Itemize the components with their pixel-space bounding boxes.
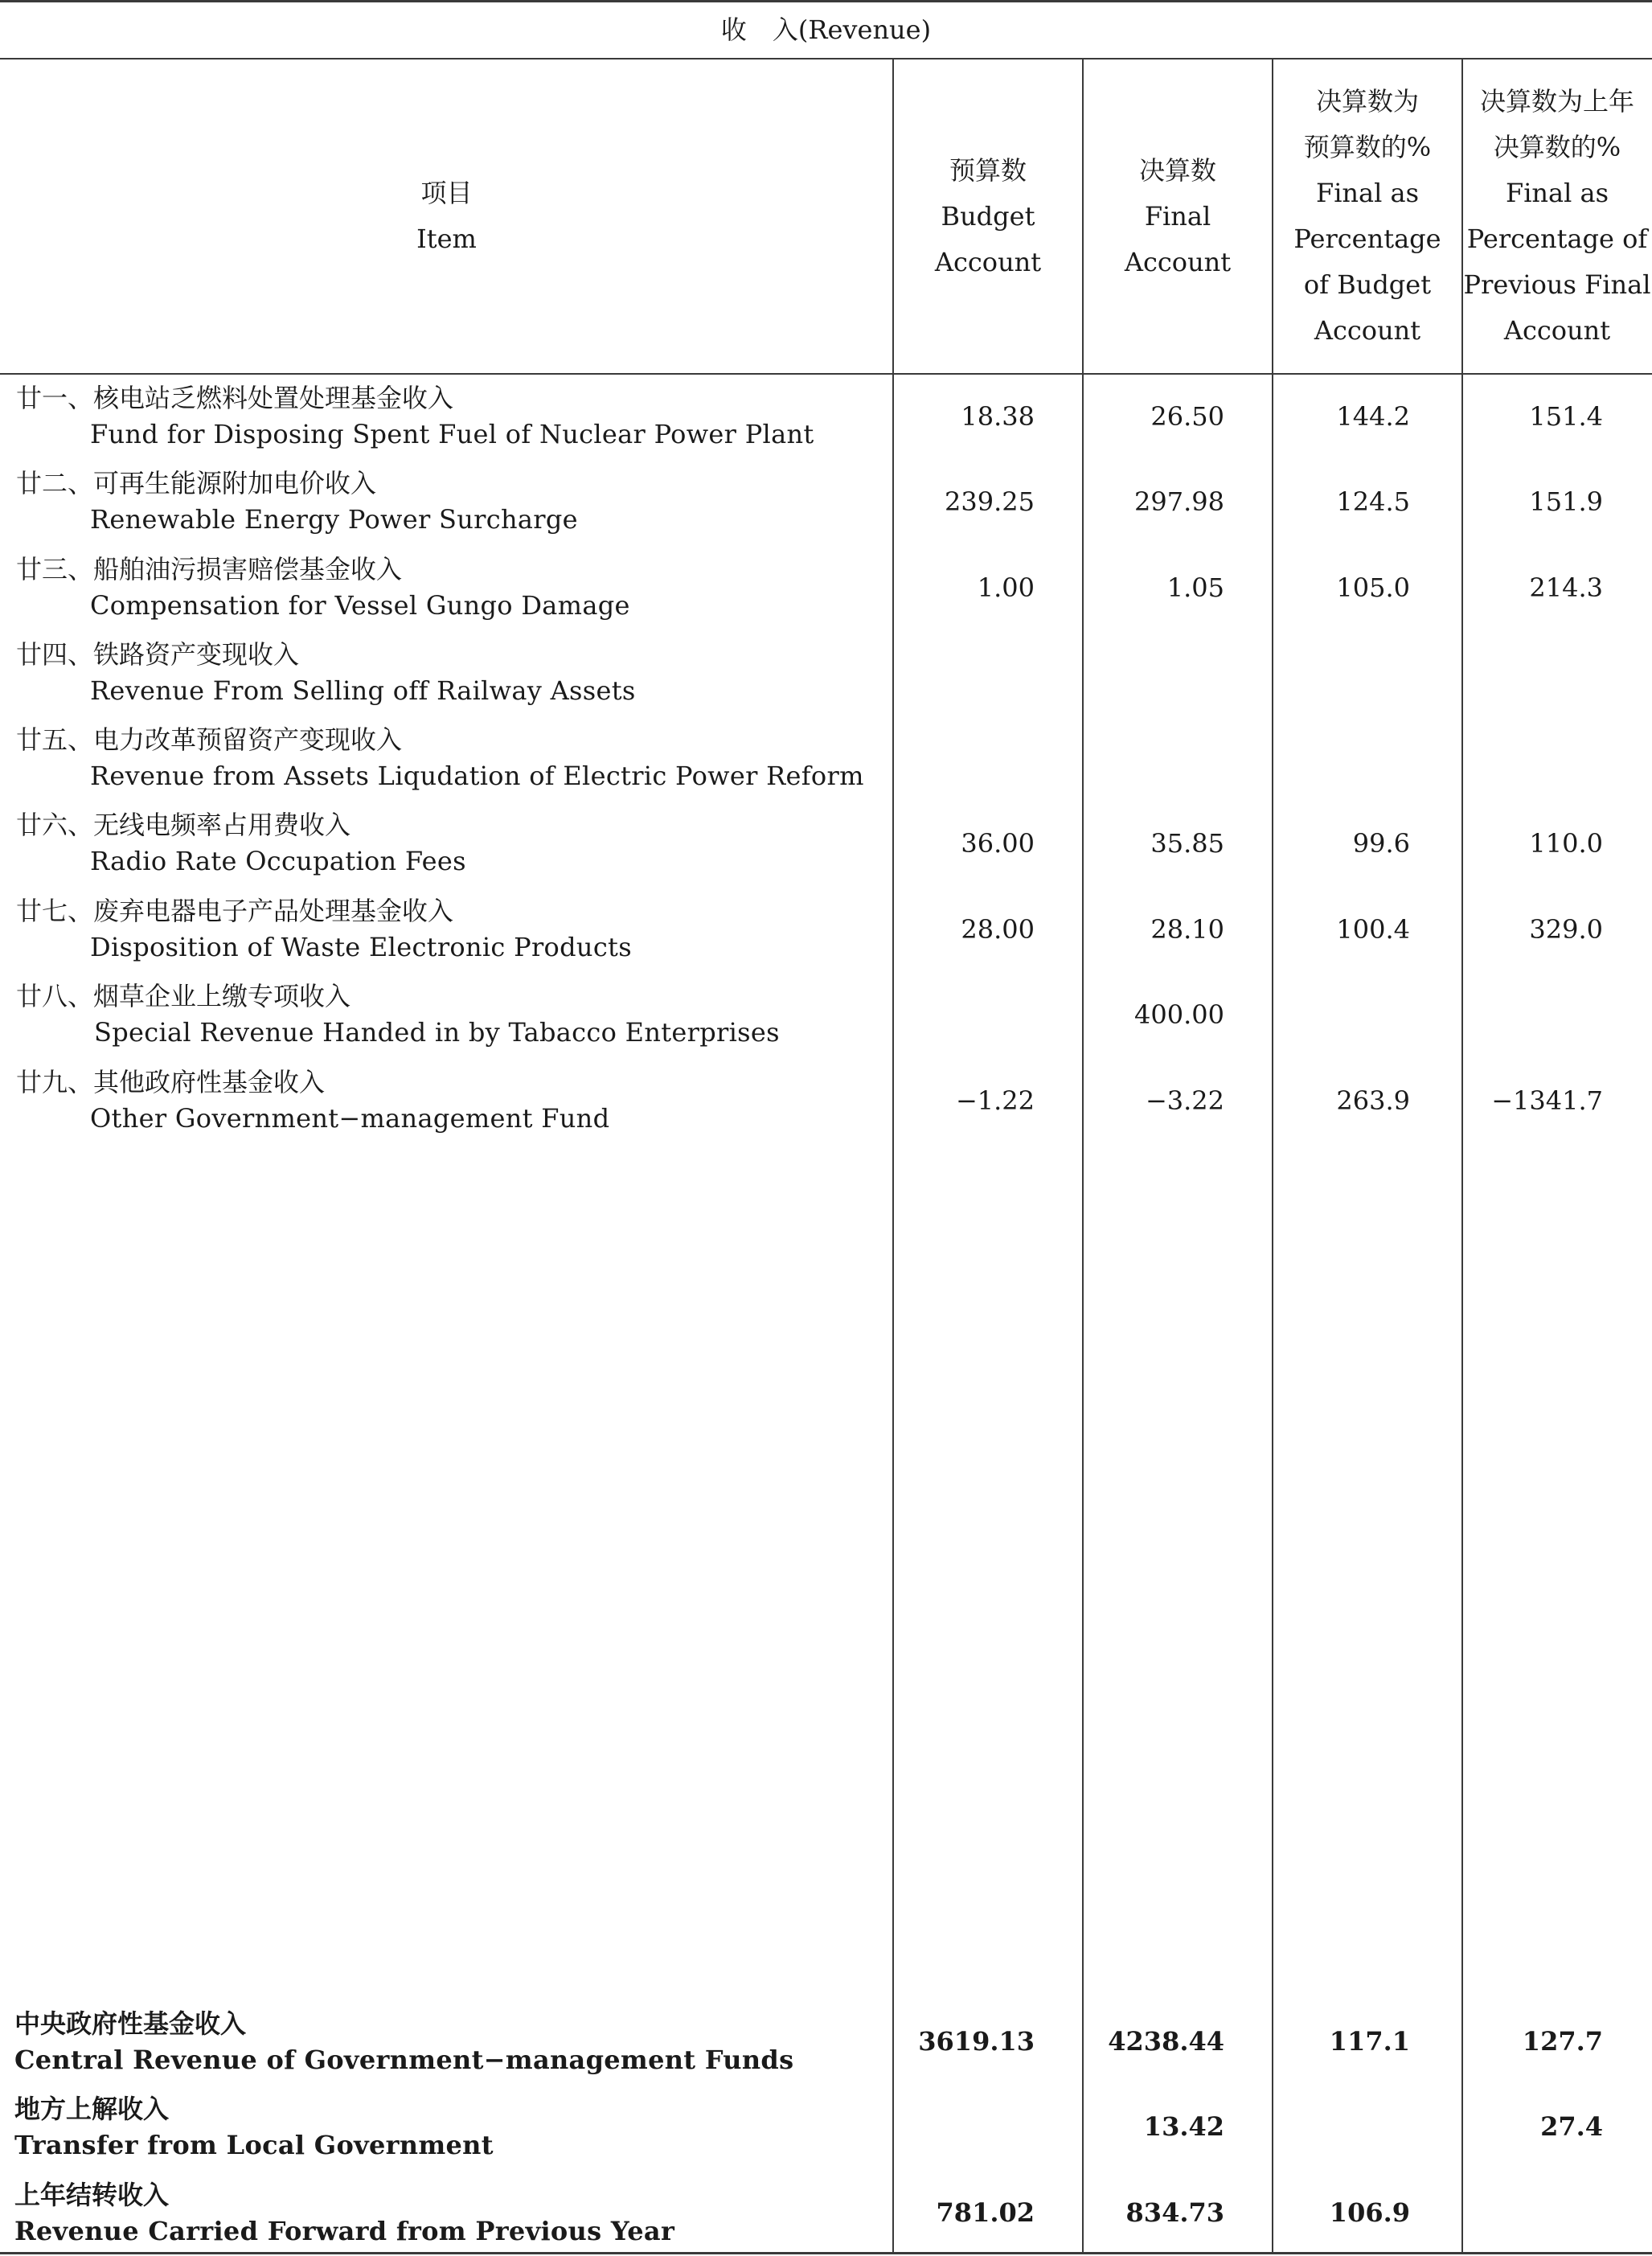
- col-divider-1: [892, 59, 894, 2254]
- section-title: 收 入(Revenue): [720, 14, 932, 45]
- row-final: 1.05: [1166, 572, 1224, 603]
- col-divider-2: [1082, 59, 1084, 2254]
- row-pct-budget: 99.6: [1352, 828, 1410, 859]
- total-label-zh: 地方上解收入: [14, 2094, 170, 2124]
- row-label-en: Compensation for Vessel Gungo Damage: [90, 590, 630, 621]
- row-label-zh: 廿七、废弃电器电子产品处理基金收入: [16, 896, 454, 926]
- total-final: 834.73: [1125, 2197, 1224, 2228]
- row-pct-prev: 151.9: [1529, 486, 1603, 517]
- header-budget-zh: 预算数: [949, 155, 1027, 186]
- row-pct-prev: 214.3: [1529, 572, 1603, 603]
- row-label-zh: 廿五、电力改革预留资产变现收入: [16, 724, 403, 755]
- row-label-zh: 廿六、无线电频率占用费收入: [16, 810, 351, 840]
- total-budget: 3619.13: [918, 2026, 1035, 2057]
- row-pct-budget: 100.4: [1336, 914, 1410, 945]
- row-final: −3.22: [1145, 1085, 1224, 1116]
- row-label-zh: 廿九、其他政府性基金收入: [16, 1067, 326, 1097]
- total-label-zh: 上年结转收入: [14, 2180, 170, 2210]
- row-label-en: Renewable Energy Power Surcharge: [90, 504, 578, 535]
- header-budget-en-1: Budget: [941, 201, 1035, 232]
- total-label-en: Transfer from Local Government: [14, 2130, 494, 2160]
- col-divider-4: [1461, 59, 1463, 2254]
- header-pct-prev-5: Previous Final: [1463, 269, 1651, 300]
- row-final: 400.00: [1134, 999, 1224, 1030]
- total-label-en: Central Revenue of Government−management Funds: [14, 2045, 794, 2075]
- header-pct-budget-1: 决算数为: [1315, 86, 1419, 117]
- row-final: 297.98: [1134, 486, 1224, 517]
- row-label-en: Radio Rate Occupation Fees: [90, 846, 466, 876]
- total-pct-prev: 127.7: [1522, 2026, 1603, 2057]
- header-pct-prev-3: Final as: [1505, 178, 1609, 208]
- total-label-en: Revenue Carried Forward from Previous Year: [14, 2216, 675, 2246]
- row-label-zh: 廿四、铁路资产变现收入: [16, 639, 300, 670]
- header-final-en-2: Account: [1124, 247, 1232, 277]
- header-pct-prev-2: 决算数的%: [1493, 132, 1621, 162]
- row-budget: 239.25: [945, 486, 1035, 517]
- total-budget: 781.02: [936, 2197, 1035, 2228]
- header-final-zh: 决算数: [1138, 155, 1216, 186]
- header-pct-prev-6: Account: [1503, 315, 1611, 346]
- row-pct-budget: 144.2: [1336, 401, 1410, 432]
- header-pct-budget-2: 预算数的%: [1303, 132, 1432, 162]
- row-budget: −1.22: [955, 1085, 1035, 1116]
- row-pct-prev: 151.4: [1529, 401, 1603, 432]
- col-divider-3: [1272, 59, 1273, 2254]
- rule-top: [0, 0, 1652, 2]
- row-budget: 36.00: [961, 828, 1035, 859]
- header-item-en: Item: [416, 224, 477, 254]
- row-budget: 28.00: [961, 914, 1035, 945]
- header-final-en-1: Final: [1144, 201, 1211, 232]
- total-pct-prev: 27.4: [1540, 2111, 1603, 2142]
- row-label-zh: 廿二、可再生能源附加电价收入: [16, 468, 377, 498]
- total-label-zh: 中央政府性基金收入: [14, 2008, 247, 2039]
- row-label-en: Revenue From Selling off Railway Assets: [90, 675, 636, 706]
- rule-title: [0, 58, 1652, 59]
- row-label-zh: 廿一、核电站乏燃料处置处理基金收入: [16, 383, 454, 413]
- header-budget-en-2: Account: [934, 247, 1042, 277]
- header-pct-budget-5: of Budget: [1303, 269, 1432, 300]
- row-pct-budget: 105.0: [1336, 572, 1410, 603]
- header-pct-budget-6: Account: [1314, 315, 1421, 346]
- header-pct-budget-3: Final as: [1315, 178, 1420, 208]
- row-pct-prev: 329.0: [1529, 914, 1603, 945]
- total-final: 4238.44: [1108, 2026, 1224, 2057]
- total-pct-budget: 106.9: [1329, 2197, 1410, 2228]
- header-item-zh: 项目: [420, 178, 473, 208]
- row-label-en: Disposition of Waste Electronic Products: [90, 932, 632, 962]
- row-label-en: Revenue from Assets Liqudation of Electric Power Reform: [90, 761, 864, 791]
- rule-bottom: [0, 2252, 1652, 2254]
- row-final: 26.50: [1150, 401, 1224, 432]
- header-pct-prev-4: Percentage of: [1466, 224, 1648, 254]
- rule-header: [0, 373, 1652, 375]
- row-label-en: Fund for Disposing Spent Fuel of Nuclear Power Plant: [90, 419, 814, 449]
- row-label-zh: 廿八、烟草企业上缴专项收入: [16, 981, 351, 1011]
- row-pct-budget: 263.9: [1336, 1085, 1410, 1116]
- row-label-en: Other Government−management Fund: [90, 1103, 610, 1134]
- row-pct-prev: 110.0: [1529, 828, 1603, 859]
- row-label-zh: 廿三、船舶油污损害赔偿基金收入: [16, 554, 403, 585]
- row-pct-prev: −1341.7: [1491, 1085, 1603, 1116]
- row-budget: 1.00: [977, 572, 1035, 603]
- row-budget: 18.38: [961, 401, 1035, 432]
- header-pct-budget-4: Percentage: [1293, 224, 1441, 254]
- row-final: 28.10: [1150, 914, 1224, 945]
- row-label-en: Special Revenue Handed in by Tabacco Enterprises: [94, 1017, 780, 1048]
- total-final: 13.42: [1143, 2111, 1224, 2142]
- total-pct-budget: 117.1: [1329, 2026, 1410, 2057]
- row-pct-budget: 124.5: [1336, 486, 1410, 517]
- header-pct-prev-1: 决算数为上年: [1479, 86, 1634, 117]
- row-final: 35.85: [1150, 828, 1224, 859]
